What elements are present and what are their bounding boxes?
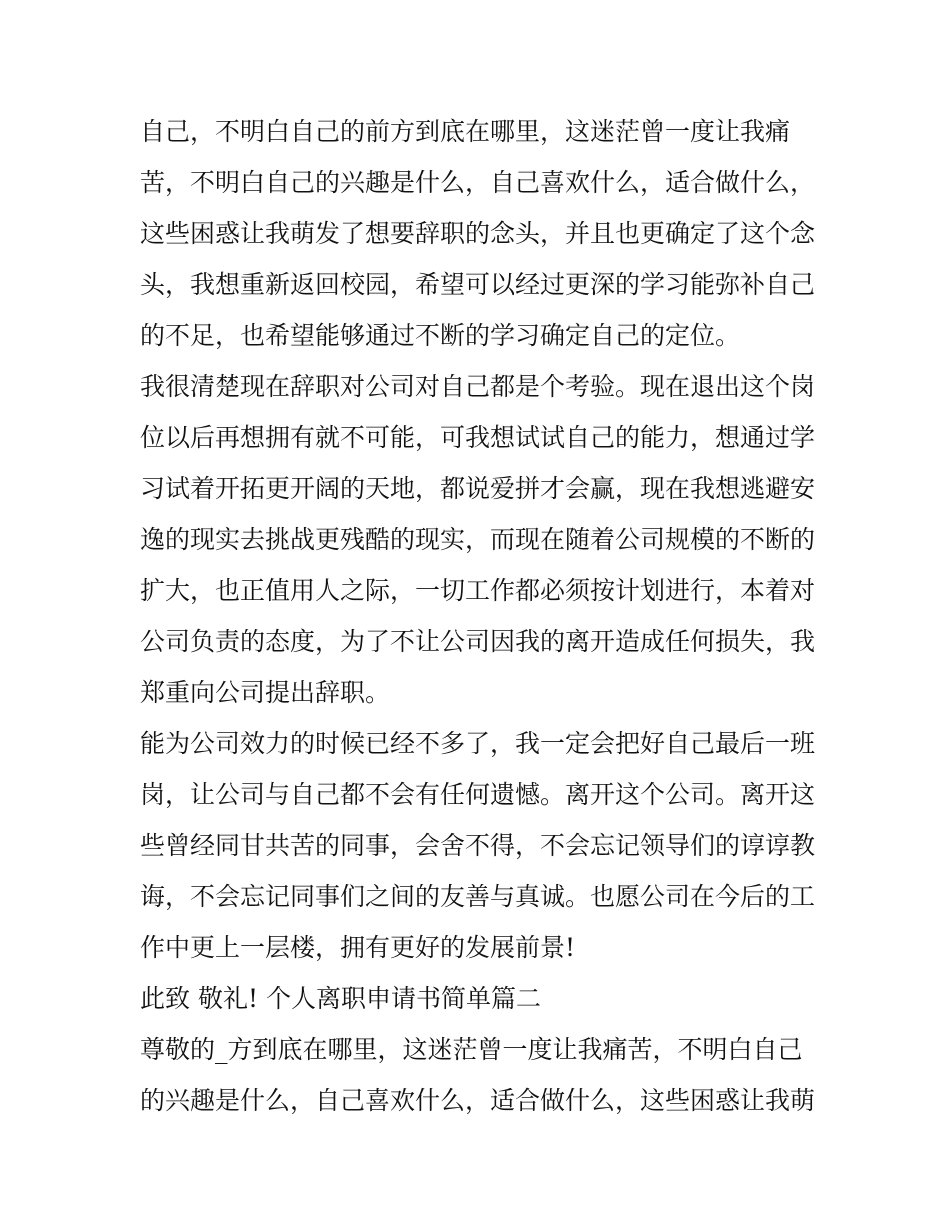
document-body [140, 106, 820, 1126]
text-line: 位以后再想拥有就不可能，可我想试试自己的能力，想通过学 [140, 423, 816, 452]
text-line: 这些困惑让我萌发了想要辞职的念头，并且也更确定了这个念 [140, 219, 816, 248]
closing-and-section-heading [140, 973, 820, 1024]
text-line: 诲，不会忘记同事们之间的友善与真诚。也愿公司在今后的工 [140, 882, 816, 911]
paragraph-2 [140, 361, 820, 718]
text-line: 岗，让公司与自己都不会有任何遗憾。离开这个公司。离开这 [140, 780, 816, 809]
paragraph-4 [140, 1024, 820, 1126]
text-line: 郑重向公司提出辞职。 [140, 678, 391, 707]
text-line: 作中更上一层楼，拥有更好的发展前景! [140, 933, 576, 962]
text-line: 扩大，也正值用人之际，一切工作都必须按计划进行，本着对 [140, 576, 816, 605]
paragraph-1 [140, 106, 820, 361]
text-line: 逸的现实去挑战更残酷的现实，而现在随着公司规模的不断的 [140, 525, 816, 554]
text-line: 苦，不明白自己的兴趣是什么，自己喜欢什么，适合做什么， [140, 168, 816, 197]
paragraph-3 [140, 718, 820, 973]
text-line: 习试着开拓更开阔的天地，都说爱拼才会赢，现在我想逃避安 [140, 474, 816, 503]
text-line: 些曾经同甘共苦的同事，会舍不得，不会忘记领导们的谆谆教 [140, 831, 816, 860]
text-line: 头，我想重新返回校园，希望可以经过更深的学习能弥补自己 [140, 270, 816, 299]
text-line: 尊敬的_方到底在哪里，这迷茫曾一度让我痛苦，不明白自己 [140, 1035, 803, 1064]
text-line: 的不足，也希望能够通过不断的学习确定自己的定位。 [140, 321, 741, 350]
text-line: 的兴趣是什么，自己喜欢什么，适合做什么，这些困惑让我萌 [140, 1086, 816, 1115]
text-line: 自己，不明白自己的前方到底在哪里，这迷茫曾一度让我痛 [140, 117, 791, 146]
text-line: 我很清楚现在辞职对公司对自己都是个考验。现在退出这个岗 [140, 372, 816, 401]
text-line: 能为公司效力的时候已经不多了，我一定会把好自己最后一班 [140, 729, 816, 758]
closing-line: 此致 敬礼! 个人离职申请书简单篇二 [140, 984, 541, 1013]
text-line: 公司负责的态度，为了不让公司因我的离开造成任何损失，我 [140, 627, 816, 656]
